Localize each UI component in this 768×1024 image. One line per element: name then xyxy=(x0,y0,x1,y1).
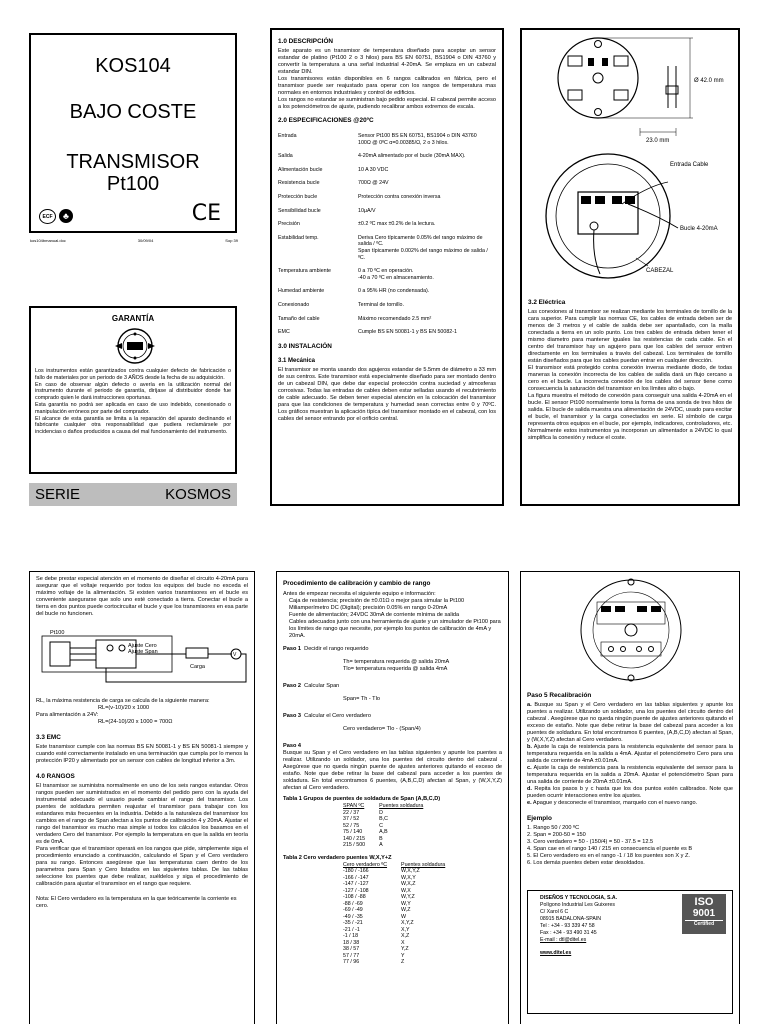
company-address-3: 08915 BADALONA-SPAIN xyxy=(540,916,602,922)
subtitle-pt100: Pt100 xyxy=(106,173,160,195)
company-address-2: C/ Xarol 6 C xyxy=(540,909,569,915)
recalibration-step xyxy=(527,702,733,744)
spec-value: 700Ω @ 24V xyxy=(358,180,389,187)
jumpers-cell: W,Y xyxy=(401,900,411,907)
table2-header-zero: Cero verdadero ºC xyxy=(343,861,388,868)
model-title: KOS104 xyxy=(95,55,171,77)
loop-label: Bucle 4-20mA xyxy=(680,226,718,232)
example-line: 5. El Cero verdadero es en el rango -1 / 18 los puentes son X y Z. xyxy=(527,853,690,859)
spec-row xyxy=(278,268,496,281)
jumpers-cell: W,Z xyxy=(401,907,411,913)
zero-table-row xyxy=(343,959,459,966)
range-cell: -21 / -1 xyxy=(343,926,360,933)
spec-value: 0 a 95% HR (no condensada). xyxy=(358,288,430,295)
example-line: 2. Span = 200-50 = 150 xyxy=(527,832,586,838)
company-email[interactable]: E-mail : dtl@ditel.es xyxy=(540,937,587,943)
range-cell: 57 / 77 xyxy=(343,952,360,959)
meta-date: 30/09/04 xyxy=(137,238,154,243)
wiring-diagram xyxy=(36,622,250,694)
jumpers-cell: W,X,Y,Z xyxy=(401,868,420,874)
step-text: Ajuste la caja de resistencia para la resistencia equivalente del sensor para la temperatura requerida en la salida a 20mA. Ajustar el potenciómetro Span para una salida de corriente de 20mA ±0.01mA. xyxy=(527,765,733,785)
step-5-heading: Paso 5 Recalibración xyxy=(527,692,592,699)
series-banner xyxy=(29,483,237,506)
range-cell: -180 / -166 xyxy=(343,868,369,874)
jumpers-cell: Y xyxy=(401,952,405,959)
spec-key: Entrada xyxy=(278,133,297,139)
spec-key: Precisión xyxy=(278,221,300,228)
range-cell: 77 / 96 xyxy=(343,959,360,965)
spec-value: Sensor Pt100 BS EN 60751, BS1904 o DIN 43760 100Ω @ 0ºC α=0.00385/Ω, 2 o 3 hilos. xyxy=(358,133,477,146)
diameter-dimension: Ø 42.0 mm xyxy=(694,78,724,84)
equipment-item: Cables adecuados junto con una herramienta de ajuste y un simulador de Pt100 para los límites de rango que necesite, por ejemplo los puntos de calibración de 4mA y 20mA. xyxy=(289,619,501,639)
meta-filename: kos104bmanual.doc xyxy=(30,238,66,243)
head-label: CABEZAL xyxy=(646,268,674,274)
calibration-heading: Procedimiento de calibración y cambio de rango xyxy=(283,580,431,587)
load-label: Carga xyxy=(190,664,205,670)
example-line: 4. Span cae en el rango 140 / 215 en consecuencia el puente es B xyxy=(527,846,693,852)
electrical-panel xyxy=(520,28,740,506)
example-line: 3. Cero verdadero = 50 - (150/4) = 50 - 37.5 = 12.5 xyxy=(527,839,654,845)
spec-key: Resistencia bucle xyxy=(278,180,320,187)
spec-key: Estabilidad temp. xyxy=(278,234,319,241)
dimension-drawing xyxy=(528,36,733,146)
cover-panel xyxy=(29,33,237,233)
mechanical-heading: 3.1 Mecánica xyxy=(278,357,316,364)
range-cell: -166 / -147 xyxy=(343,874,369,881)
spec-row xyxy=(278,194,496,201)
specs-list xyxy=(278,133,496,336)
example-line: 6. Los demás puentes deben estar desoldados. xyxy=(527,860,645,866)
step-2: Paso 2 Calcular Span xyxy=(283,683,340,689)
spec-row xyxy=(278,208,496,215)
jumpers-cell: W,Y,Z xyxy=(401,894,415,900)
jumpers-cell: C xyxy=(379,822,383,829)
range-cell: 75 / 140 xyxy=(343,829,363,835)
rl-formula: RL=(v-10)/20 x 1000 xyxy=(98,705,150,711)
spec-key: EMC xyxy=(278,329,290,336)
loop-design-panel xyxy=(29,571,255,1024)
spec-key: Sensibilidad bucle xyxy=(278,207,321,214)
ranges-note: Nota: El Cero verdadero es la temperatura en la que teóricamente la corriente es cero. xyxy=(36,896,237,909)
subtitle-low-cost: BAJO COSTE xyxy=(69,101,197,123)
description-panel xyxy=(270,28,504,506)
recalibration-step xyxy=(527,765,733,786)
recalibration-steps xyxy=(527,702,733,807)
step-text: Busque su Span y el Cero verdadero en las tablas siguientes y apunte los puentes a realizar. Utilizando un soldador, una los puentes del circuito dentro del cabezal . Asegúrese que no queda ningún puente de ajustes anteriores quitando el exceso de estaño. Note que debe retirar la base del cabezal para acceder a los puentes de soldadura. En total encontramos 6 puentes, (A,B,C,D) afectan al Span, y (W,X,Y,Z) afectan al Cero verdadero. xyxy=(527,702,733,743)
zero-jumpers-table xyxy=(343,862,459,966)
recycle-icon: ♣ xyxy=(59,209,73,223)
jumpers-cell: A xyxy=(379,842,383,848)
recalibration-step xyxy=(527,800,733,807)
company-address-1: Polígono Industrial Les Guixeres xyxy=(540,902,615,908)
spec-value: Cumple BS EN 50081-1 y BS EN 50082-1 xyxy=(358,329,457,336)
range-cell: -69 / -49 xyxy=(343,907,363,913)
range-cell: 37 / 52 xyxy=(343,816,360,822)
spec-value: ±0.2 ºC max ±0.2% de la lectura. xyxy=(358,221,436,228)
board-drawing xyxy=(531,576,731,684)
spec-row xyxy=(278,180,496,187)
rl-formula-24v: RL=(24-10)/20 x 1000 = 700Ω xyxy=(98,719,173,725)
calibration-intro: Antes de empezar necesita el siguiente equipo e información: xyxy=(283,591,436,597)
company-fax: Fax : +34 - 93 490 31 45 xyxy=(540,930,597,936)
span-jumpers-table xyxy=(343,803,437,849)
step-3: Paso 3 Calcular el Cero verdadero xyxy=(283,713,372,719)
recalibration-panel xyxy=(520,571,740,1024)
jumpers-cell: X,Y xyxy=(401,926,410,933)
step-text: Ajuste la caja de resistencia para la resistencia equivalente del sensor para la temperatura requerida en la salida a 4mA. Ajustar el potenciómetro Cero para una salida de corriente de 4mA ±0.01mA. xyxy=(527,744,733,764)
range-cell: -1 / 18 xyxy=(343,933,359,939)
warranty-panel xyxy=(29,306,237,474)
ranges-body: El transmisor se suministra normalmente en uno de los seis rangos estandar. Otros rangos pueden ser suministrados en el momento del pedido pero con la ayuda del instrumental adecuado el usuario puede cambiar el rango del transmisor. Los puentes de soldadura permiten reajustar el transmisor para trabajar con los estandares más frecuentes en la industria. Debido a la naturaleza del transmisor los cambios en el rango de Span afectan a los puntos de calibración 4 y 20mA. Ajustar el rango del transmisor es mucho mas simple si todos los cálculos los basamos en el verdadero Cero del transmisor. Por ejemplo la temperatura en que la salida en teoría es de 0mA. Para verificar que el transmisor operará en los rangos que pide, simplemente siga el procedimiento enunciado a continuación, calculando el Span y el Cero verdadero para su rango. Entonces asegúrese que las temperaturas caen dentro de los parametros para Span y Cero listados en las siguientes tablas. De las tablas seleccione los puentes que debe realizar, suéldelos y siga el procedimiento de calibración para ajustar el transmisor en el rango que requiere. xyxy=(36,783,248,887)
step-letter: e. xyxy=(527,800,532,806)
rl-24v-label: Para alimentación a 24V: xyxy=(36,712,99,718)
recalibration-step xyxy=(527,744,733,765)
jumpers-cell: B xyxy=(379,835,383,842)
jumpers-cell: B,C xyxy=(379,816,388,822)
spec-key: Humedad ambiente xyxy=(278,288,325,295)
electrical-body: Las conexiones al transmisor se realizan mediante los terminales de tornillo de la cara superior. Para cumplir las normas CE, los cables de entrada deben ser de menos de 3 metros y el cable de salida debe ser apantallado, con la malla conectada a tierra en un solo punto. Los tres cables de entrada deben tener el mismo diametro para mantener iguales las resistencias de cada cable. En el centro del transmisor hay un agujero para que los cables del sensor entren directamente en los terminales a través del cabezal. Los terminales de tornillo están diseñados para que los cables puedan entrar en cualquier dirección. El transmisor está protegido contra conexión inversa mediante diodo, de todas maneras la conexión incorrecta de los cables de salida dará un flujo cercano a cero en el bucle. La incorrecta conexión de los cables del sensor tiene como consecuencia la saturación del transmisor en los límites alto o bajo. La figura muestra el método de conexión para conseguir una salida 4-20mA en el bucle. El sensor Pt100 normalmente toma la forma de una sonda de tres hilos de salida. El bucle de salida muestra una alimentación de 24VDC, usado para excitar el bucle, el transmisor y la carga conectados en serie. El símbolo de carga representa otros equipos en el bucle, por ejemplo, indicadores, controladores, etc. Normalmente estos instrumentos ya incorporan un alimentador a 24VDC lo qual simplifica la conexión y reduce el coste. xyxy=(528,309,732,441)
span-table-row xyxy=(343,842,437,849)
installation-heading: 3.0 INSTALACIÓN xyxy=(278,342,332,350)
example-list xyxy=(527,825,733,867)
range-cell: 52 / 75 xyxy=(343,822,360,829)
step-4-body: Busque su Span y el Cero verdadero en las tablas siguientes y apunte los puentes a realizar. Utilizando un soldador, una los puentes del circuito dentro del cabezal . Asegúrese que no queda ningún puente de ajustes anteriores quitando el exceso de estaño. Note que debe retirar la base del cabezal para acceder a los puentes de soldadura. En total encontramos 6 puentes, (A,B,C,D) afectan al Span, y (W,X,Y,Z) afectan al Cero verdadero. xyxy=(283,750,502,791)
jumpers-cell: X,Y,Z xyxy=(401,920,414,926)
range-cell: -108 / -88 xyxy=(343,894,366,900)
spec-row xyxy=(278,302,496,309)
jumpers-cell: Z xyxy=(401,959,405,965)
cable-entry-label: Entrada Cable xyxy=(670,162,709,168)
jumpers-cell: W,X xyxy=(401,887,411,894)
spec-row xyxy=(278,153,496,160)
jumpers-cell: D xyxy=(379,809,383,816)
table2-title: Tabla 2 Cero verdadero puentes W,X,Y+Z xyxy=(283,854,392,861)
jumpers-cell: W,X,Z xyxy=(401,881,416,887)
span-formula: Span= Th - Tlo xyxy=(343,696,380,702)
company-phone: Tel : +34 - 93 339 47 58 xyxy=(540,923,595,929)
head-wiring-drawing xyxy=(528,146,733,291)
range-cell: -35 / -21 xyxy=(343,920,363,926)
warranty-seal-icon xyxy=(113,326,157,366)
width-dimension: 23.0 mm xyxy=(646,138,670,144)
equipment-item: Fuente de alimentación; 24VDC 30mA de corriente mínima de salida xyxy=(289,612,460,618)
jumpers-cell: W,X,Y xyxy=(401,874,416,881)
spec-value: Protección contra conexión inversa xyxy=(358,193,441,200)
jumpers-cell: X,Z xyxy=(401,933,410,939)
spec-value: Deriva Cero típicamente 0.05% del rango máximo de salida / ºC. Span típicamente 0.002% del rango máximo de salida / ºC. xyxy=(358,234,488,261)
document-meta xyxy=(30,238,238,243)
svg-text:V: V xyxy=(233,652,237,658)
spec-key: Temperatura ambiente xyxy=(278,268,331,275)
spec-value: Terminal de tornillo. xyxy=(358,301,404,308)
spec-row xyxy=(278,133,496,146)
step-letter: c. xyxy=(527,765,532,771)
company-name: DISEÑOS Y TECNOLOGIA, S.A. xyxy=(540,895,618,901)
spec-row xyxy=(278,316,496,323)
electrical-heading: 3.2 Eléctrica xyxy=(528,299,566,306)
table1-title: Tabla 1 Grupos de puentes de soldadura de Span (A,B,C,D) xyxy=(283,796,441,802)
subtitle-transmitter: TRANSMISOR xyxy=(66,151,200,173)
spec-row xyxy=(278,288,496,295)
meta-ref: Sop 39 xyxy=(225,238,238,243)
range-cell: 22 / 37 xyxy=(343,809,360,816)
spec-row xyxy=(278,329,496,336)
step-letter: d. xyxy=(527,786,532,792)
range-cell: -147 / -127 xyxy=(343,881,369,887)
loop-intro: Se debe prestar especial atención en el momento de diseñar el circuito 4-20mA para asegurar que el voltaje requerido por todos los equipos del bucle no exceda el máximo voltaje de la alimentación. Si existen varios transmisores en el bucle es conveniente asegurarse que solo uno esté conectado a tierra. Conectar el bucle a tierra en dos puntos puede cortocircuitar el bucle y que los transmisores en esa parte del bucle no funcionen. xyxy=(36,576,248,617)
spec-value: 0 a 70 ºC en operación. -40 a 70 ºC en almacenamiento. xyxy=(358,268,434,281)
emc-heading: 3.3 EMC xyxy=(36,734,61,741)
th-definition: Th= temperatura requerida @ salida 20mA xyxy=(343,659,450,665)
recalibration-step xyxy=(527,786,733,800)
spec-row xyxy=(278,221,496,228)
step-text: Repita los pasos b y c hasta que los dos puntos estén calibrados. Note que pueden ocurrir interacciones entre los ajustes. xyxy=(527,786,733,799)
spec-value: 10 A 30 VDC xyxy=(358,166,389,173)
jumpers-cell: X xyxy=(401,939,405,946)
range-cell: 38 / 57 xyxy=(343,946,360,952)
jumpers-cell: A,B xyxy=(379,829,388,835)
range-cell: 215 / 500 xyxy=(343,842,366,848)
jumpers-cell: W xyxy=(401,913,407,920)
ce-mark: CE xyxy=(191,201,221,226)
range-cell: -88 / -69 xyxy=(343,900,363,907)
step-text: Apague y desconecte el transmisor, marquelo con el nuevo rango. xyxy=(532,800,698,806)
equipment-item: Miliamperímetro DC (Digital); precisión 0.05% en rango 0-20mA xyxy=(289,605,448,611)
equipment-list xyxy=(283,598,502,640)
company-website-link[interactable]: www.ditel.es xyxy=(540,950,572,956)
span-adjust-label: Ajuste Span xyxy=(128,649,158,655)
table2-header-jumpers: Puentes soldadura xyxy=(401,861,446,868)
spec-value: 10µA/V xyxy=(358,207,376,214)
spec-key: Protección bucle xyxy=(278,193,318,200)
description-heading: 1.0 DESCRIPCIÓN xyxy=(278,38,334,45)
spec-key: Salida xyxy=(278,153,293,160)
tlo-definition: Tlo= temperatura requerida @ salida 4mA xyxy=(343,666,448,672)
calibration-panel xyxy=(276,571,509,1024)
series-label: SERIE xyxy=(35,486,81,503)
ranges-heading: 4.0 RANGOS xyxy=(36,773,75,780)
cert-logos xyxy=(39,209,73,224)
rl-text: RL, la máxima resistencia de carga se calcula de la siguiente manera: xyxy=(36,698,210,704)
pt100-label: Pt100 xyxy=(50,630,65,636)
emc-body: Este transmisor cumple con las normas BS EN 50081-1 y BS EN 50081-1 siempre y cuando esté correctamente instalado en una terminación que cumpla por lo menos la protección IP20 y alimentado por un sensor con cables de longitud inferior a 3m. xyxy=(36,744,248,764)
step-4-label: Paso 4 xyxy=(283,743,302,749)
spec-row xyxy=(278,167,496,174)
range-cell: 140 / 215 xyxy=(343,835,366,842)
range-cell: -49 / -35 xyxy=(343,913,363,920)
zero-adjust-label: Ajuste Cero xyxy=(128,643,157,649)
spec-value: 4-20mA alimentado por el bucle (30mA MAX). xyxy=(358,153,466,160)
range-cell: -127 / -108 xyxy=(343,887,369,894)
range-cell: 18 / 38 xyxy=(343,939,360,946)
step-1: Paso 1 Decidir el rango requerido xyxy=(283,646,369,652)
table1-header-span: SPAN ºC xyxy=(343,803,365,809)
spec-key: Conexionado xyxy=(278,301,310,308)
warranty-body: Los instrumentos están garantizados contra cualquier defecto de fabricación o fallo de materiales por un periodo de 3 AÑOS desde la fecha de su adquisición. En caso de observar algún defecto o avería en la utilización normal del instrumento durante el periodo de garantía, diríjase al distribuidor donde fue comprado quien le dará instrucciones oportunas. Esta garantía no podrá ser aplicada en caso de uso indebido, conexionado o manipulación erróneos por parte del comprador. El alcance de esta garantía se limita a la reparación del aparato declinando el fabricante cualquier otra responsabilidad que pudiera reclamársele por incidencias o daños producidos a causa del mal funcionamiento del instrumento. xyxy=(35,368,231,436)
specs-heading: 2.0 ESPECIFICACIONES @20ºC xyxy=(278,117,374,124)
example-heading: Ejemplo xyxy=(527,815,552,822)
mechanical-body: El transmisor se monta usando dos agujeros estandar de 5.5mm de diámetro a 33 mm de sus centros. Este transmisor está especialmente diseñado para ser montado dentro de un cabezal DIN, que debe dar especial protección contra suciedad y atmosferas corrosivas. Todas las entradas de cables deben estar selladas usando el recubrimiento de cable adecuado. Se deben tener especial atención en la colocación del transmisor para que las condiciones de temperatura y humedad sean correctas entre 0 y 70ºC. Los gráficos muestran la aplicación típica del transmisor montado en el cabezal, con los cables del sensor entrando por el orificio central. xyxy=(278,366,496,422)
description-body: Este aparato es un transmisor de temperatura diseñado para aceptar un sensor estandar de platino (Pt100 2 o 3 hilos) para BS EN 60751, BS1904 o DIN 43760 y convertir la temperatura a una señal industrial 4-20mA. Se emplaza en un cabezal estandar DIN. Los transmisores están disponibles en 6 rangos calibrados en fábrica, pero el transmisor puede ser reajustado para operar con los rangos de temperatura mas normales en entornos industriales y control de edificios. Los rangos no estandar se suministran bajo pedido especial. El cabezal permite acceso a los potenciómetros de ajuste, pudiendo recalibrar ambos extremos de escala. xyxy=(278,48,496,110)
table1-header-jumpers: Puentes soldadura xyxy=(379,803,424,809)
spec-value: Máximo recomendado 2.5 mm² xyxy=(358,315,432,322)
iso-9001-badge: ISO 9001 Certified xyxy=(682,894,726,934)
company-box xyxy=(527,890,733,1014)
series-name: KOSMOS xyxy=(165,486,231,503)
equipment-item: Caja de resistencia; precisión de ±0.01Ω o mejor para simular la Pt100 xyxy=(289,598,465,604)
ecf-logo: ECF xyxy=(39,209,56,224)
step-letter: a. xyxy=(527,702,532,708)
spec-key: Alimentación bucle xyxy=(278,166,323,173)
true-zero-formula: Cero verdadero= Tlo - (Span/4) xyxy=(343,726,421,732)
warranty-title: GARANTÍA xyxy=(111,314,155,323)
spec-row xyxy=(278,235,496,261)
jumpers-cell: Y,Z xyxy=(401,946,409,952)
step-letter: b. xyxy=(527,744,532,750)
spec-key: Tamaño del cable xyxy=(278,315,320,322)
example-line: 1. Rango 50 / 200 ºC xyxy=(527,825,580,831)
